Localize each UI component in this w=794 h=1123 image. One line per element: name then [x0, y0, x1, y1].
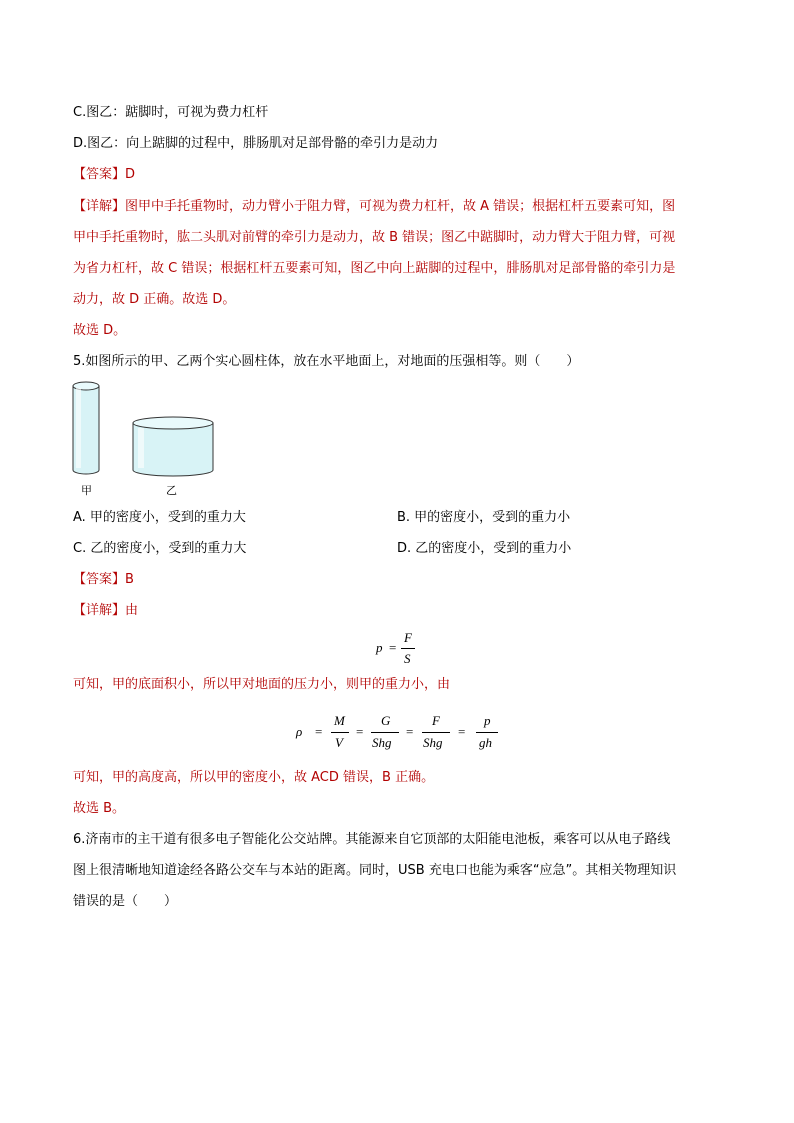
detail-1-line-3: 为省力杠杆，故 C 错误；根据杠杆五要素可知，图乙中向上踮脚的过程中，腓肠肌对足部骨骼的牵引力是 — [73, 261, 676, 276]
choose-1: 故选 D。 — [73, 323, 127, 338]
fraction-bar — [371, 732, 399, 733]
option-c-line: C.图乙：踮脚时，可视为费力杠杆 — [73, 105, 269, 120]
detail-2-line-3: 可知，甲的高度高，所以甲的密度小，故 ACD 错误，B 正确。 — [73, 770, 435, 785]
detail-2-line-1 — [73, 602, 138, 620]
question-6-line-1: 6.济南市的主干道有很多电子智能化公交站牌。其能源来自它顶部的太阳能电池板，乘客可以从电子路线 — [73, 832, 671, 847]
formula-eq-1: = — [315, 724, 323, 739]
cylinder-jia — [73, 382, 99, 474]
detail-1-line-2: 甲中手托重物时，肱二头肌对前臂的牵引力是动力，故 B 错误；图乙中踮脚时，动力臂大于阻力臂，可视 — [73, 230, 676, 245]
q5-option-d: D. 乙的密度小，受到的重力小 — [397, 541, 572, 556]
detail-tag: 【详解】 — [73, 603, 126, 618]
f3-num: F — [432, 713, 440, 728]
label-jia: 甲 — [81, 484, 92, 497]
answer-tag: 【答案】 — [73, 167, 126, 182]
f4-num: p — [484, 713, 491, 728]
formula-rho: ρ — [296, 724, 303, 739]
f4-den: gh — [479, 735, 492, 750]
fraction-bar — [476, 732, 498, 733]
detail-text: 由 — [125, 603, 139, 618]
fraction-bar — [401, 648, 415, 649]
detail-text: 图甲中手托重物时，动力臂小于阻力臂，可视为费力杠杆，故 A 错误；根据杠杆五要素可知，图 — [125, 199, 676, 214]
question-6-line-3: 错误的是（ ） — [73, 894, 178, 909]
formula-num: F — [404, 630, 412, 645]
answer-value: B — [125, 572, 134, 587]
question-5: 5.如图所示的甲、乙两个实心圆柱体，放在水平地面上，对地面的压强相等。则（ ） — [73, 354, 580, 369]
fraction-bar — [331, 732, 349, 733]
option-d-line: D.图乙：向上踮脚的过程中，腓肠肌对足部骨骼的牵引力是动力 — [73, 136, 439, 151]
question-6-line-2: 图上很清晰地知道途经各路公交车与本站的距离。同时，USB 充电口也能为乘客“应急”。其相关物理知识 — [73, 863, 677, 878]
f2-den: Shg — [372, 735, 392, 750]
answer-value: D — [125, 167, 136, 182]
formula-den: S — [404, 651, 411, 666]
formula-eq: = — [389, 640, 397, 655]
f3-den: Shg — [423, 735, 443, 750]
q5-option-b: B. 甲的密度小，受到的重力小 — [397, 510, 571, 525]
f1-num: M — [334, 713, 345, 728]
answer-tag: 【答案】 — [73, 572, 126, 587]
fraction-bar — [422, 732, 450, 733]
label-yi: 乙 — [166, 484, 177, 497]
formula-eq-2: = — [356, 724, 364, 739]
formula-eq-4: = — [458, 724, 466, 739]
q5-option-c: C. 乙的密度小，受到的重力大 — [73, 541, 247, 556]
q5-option-a: A. 甲的密度小，受到的重力大 — [73, 510, 246, 525]
cylinder-yi — [133, 417, 213, 476]
formula-lhs: p — [376, 640, 383, 655]
answer-1 — [73, 166, 135, 184]
f1-den: V — [335, 735, 343, 750]
detail-2-line-2: 可知，甲的底面积小，所以甲对地面的压力小，则甲的重力小，由 — [73, 677, 451, 692]
detail-1-line-1 — [73, 198, 675, 216]
choose-2: 故选 B。 — [73, 801, 126, 816]
formula-eq-3: = — [406, 724, 414, 739]
detail-tag: 【详解】 — [73, 199, 126, 214]
detail-1-line-4: 动力，故 D 正确。故选 D。 — [73, 292, 236, 307]
answer-2 — [73, 571, 134, 589]
f2-num: G — [381, 713, 391, 728]
